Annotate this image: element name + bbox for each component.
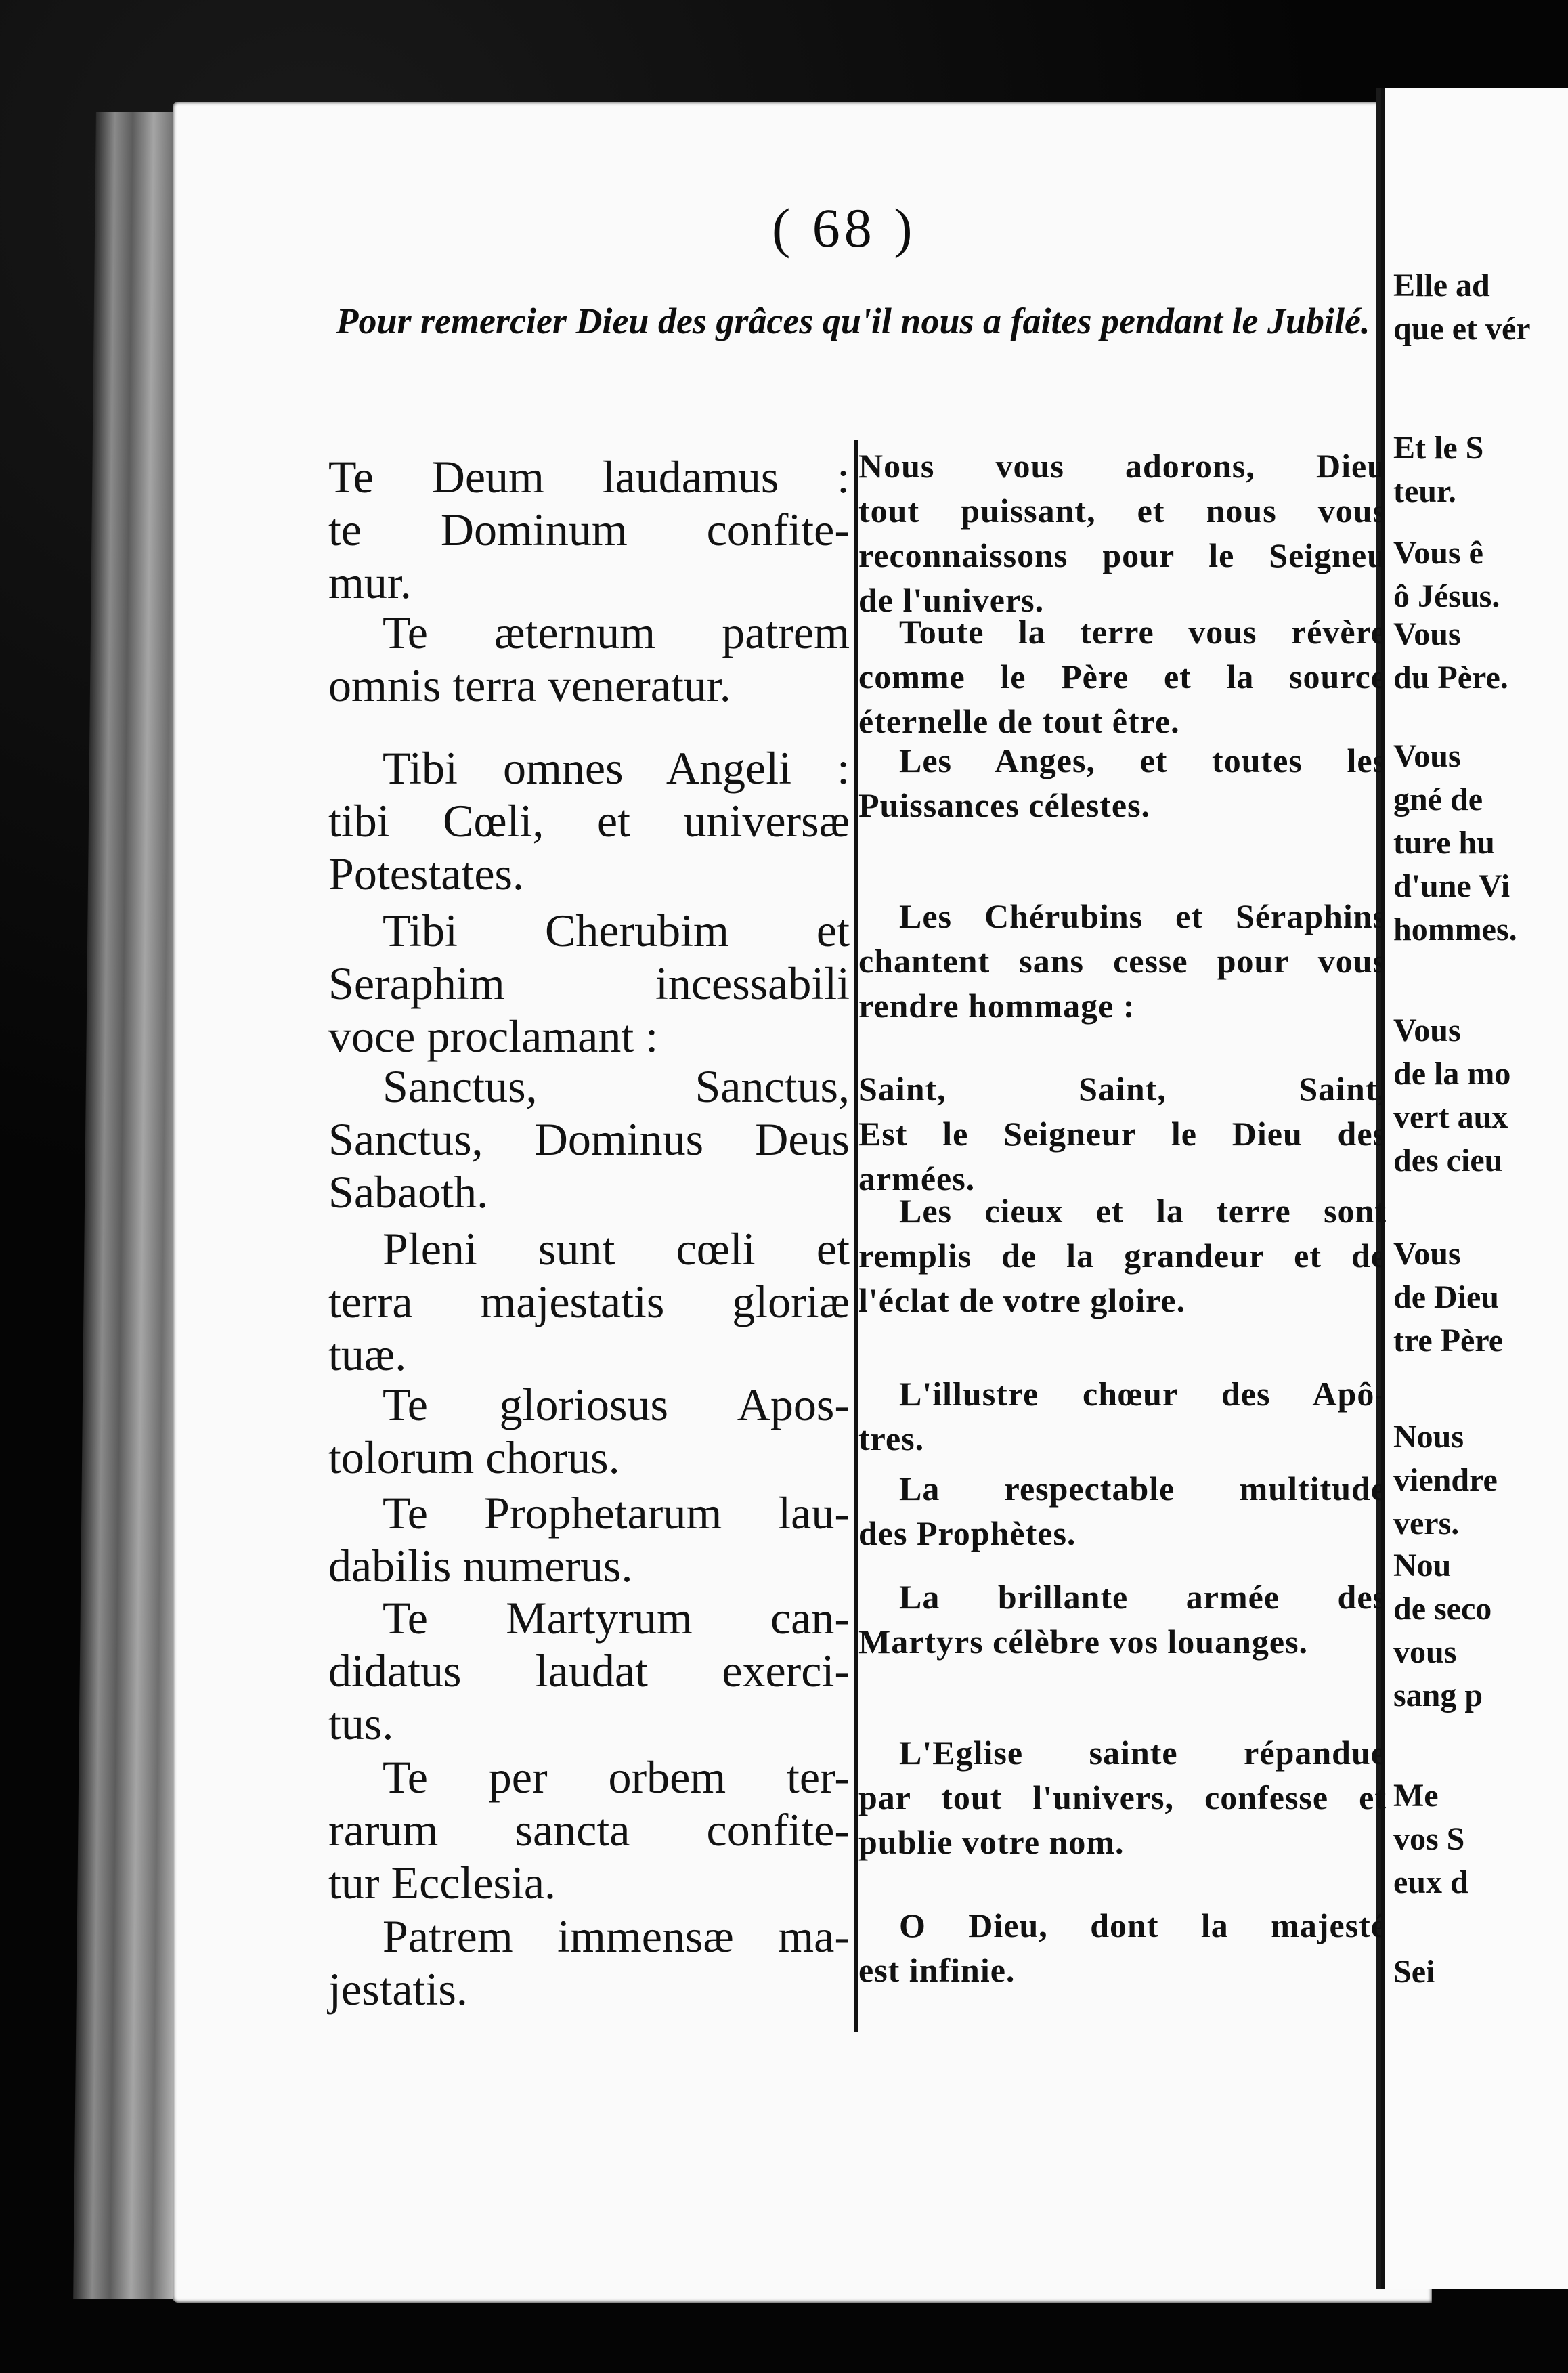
latin-paragraph bbox=[328, 1487, 850, 1592]
french-line: O Dieu, dont la majesté bbox=[899, 1906, 1387, 1944]
latin-line: voce proclamant : bbox=[328, 1010, 659, 1062]
latin-line: tus. bbox=[328, 1698, 394, 1749]
page-number: ( 68 ) bbox=[772, 197, 917, 259]
french-line: L'illustre chœur des Apô- bbox=[899, 1375, 1387, 1413]
french-line: des Prophètes. bbox=[858, 1514, 1076, 1552]
next-page-line: que et vér bbox=[1393, 311, 1531, 347]
french-line: est infinie. bbox=[858, 1951, 1016, 1989]
latin-line: Potestates. bbox=[328, 848, 524, 899]
latin-line: Te Deum laudamus : bbox=[328, 451, 850, 503]
latin-paragraph bbox=[328, 742, 850, 900]
next-page-line: Vous bbox=[1393, 1236, 1461, 1272]
next-page-line: teur. bbox=[1393, 473, 1456, 509]
french-line: comme le Père et la source bbox=[858, 658, 1387, 696]
french-line: publie votre nom. bbox=[858, 1823, 1125, 1861]
french-paragraph bbox=[858, 894, 1387, 1028]
french-line: remplis de la grandeur et de bbox=[858, 1237, 1387, 1275]
next-page-line: Vous bbox=[1393, 616, 1461, 652]
french-paragraph bbox=[858, 1466, 1387, 1556]
next-page-line: Nou bbox=[1393, 1547, 1452, 1583]
french-line: Les Chérubins et Séraphins bbox=[899, 897, 1387, 935]
french-paragraph bbox=[858, 1067, 1387, 1201]
latin-line: rarum sancta confite- bbox=[328, 1804, 850, 1856]
latin-line: Te Prophetarum lau- bbox=[383, 1487, 850, 1539]
latin-line: jestatis. bbox=[328, 1963, 468, 2015]
latin-line: dabilis numerus. bbox=[328, 1540, 633, 1591]
french-line: Saint, Saint, Saint, bbox=[858, 1070, 1387, 1108]
latin-line: Tibi omnes Angeli : bbox=[383, 742, 850, 794]
next-page-line: du Père. bbox=[1393, 660, 1508, 696]
latin-line: Te per orbem ter- bbox=[383, 1751, 850, 1803]
next-page-line: vers. bbox=[1393, 1505, 1460, 1541]
french-paragraph bbox=[858, 1730, 1387, 1864]
next-page-line: Et le S bbox=[1393, 430, 1484, 466]
next-page-line: vert aux bbox=[1393, 1099, 1508, 1135]
french-line: par tout l'univers, confesse et bbox=[858, 1778, 1387, 1816]
next-page-line: de seco bbox=[1393, 1591, 1492, 1627]
french-line: Toute la terre vous révère bbox=[899, 613, 1387, 651]
latin-line: Sabaoth. bbox=[328, 1166, 489, 1218]
next-page-line: gné de bbox=[1393, 782, 1483, 817]
next-page-line: Vous bbox=[1393, 1012, 1461, 1048]
next-page-paragraph bbox=[1393, 427, 1483, 513]
next-page-line: sang p bbox=[1393, 1677, 1483, 1713]
french-paragraph bbox=[858, 610, 1387, 744]
next-page-line: hommes. bbox=[1393, 912, 1517, 947]
next-page-line: eux d bbox=[1393, 1864, 1468, 1900]
french-line: Puissances célestes. bbox=[858, 786, 1151, 824]
latin-line: didatus laudat exerci- bbox=[328, 1645, 850, 1696]
next-page-paragraph bbox=[1393, 532, 1500, 618]
next-page-line: des cieu bbox=[1393, 1142, 1503, 1178]
french-line: l'éclat de votre gloire. bbox=[858, 1281, 1186, 1319]
next-page-line: de Dieu bbox=[1393, 1279, 1499, 1315]
next-page-line: Me bbox=[1393, 1778, 1439, 1814]
next-page-line: vos S bbox=[1393, 1821, 1465, 1857]
next-page-paragraph bbox=[1393, 1774, 1468, 1904]
french-line: chantent sans cesse pour vous bbox=[858, 942, 1387, 980]
french-paragraph bbox=[858, 1371, 1387, 1461]
latin-line: tuæ. bbox=[328, 1329, 407, 1380]
next-page-line: Vous ê bbox=[1393, 535, 1483, 571]
section-heading: Pour remercier Dieu des grâces qu'il nous a faites pendant le Jubilé. bbox=[336, 301, 1370, 341]
french-line: Les Anges, et toutes les bbox=[899, 742, 1387, 779]
next-page-paragraph bbox=[1393, 1950, 1435, 1994]
latin-paragraph bbox=[328, 904, 850, 1063]
next-page-line: de la mo bbox=[1393, 1056, 1511, 1092]
next-page-line: Elle ad bbox=[1393, 268, 1490, 303]
next-page-paragraph bbox=[1393, 1009, 1510, 1182]
latin-line: Pleni sunt cœli et bbox=[383, 1223, 850, 1275]
latin-line: tur Ecclesia. bbox=[328, 1857, 557, 1908]
french-line: éternelle de tout être. bbox=[858, 702, 1180, 740]
next-page-line: ô Jésus. bbox=[1393, 578, 1500, 614]
french-line: Nous vous adorons, Dieu bbox=[858, 447, 1387, 485]
french-line: tres. bbox=[858, 1419, 925, 1457]
latin-paragraph bbox=[328, 1222, 850, 1381]
latin-line: Te Martyrum can- bbox=[383, 1592, 850, 1644]
french-line: armées. bbox=[858, 1159, 976, 1197]
latin-line: tolorum chorus. bbox=[328, 1432, 620, 1483]
latin-paragraph bbox=[328, 1751, 850, 1909]
next-page-line: Vous bbox=[1393, 738, 1461, 774]
french-paragraph bbox=[858, 738, 1387, 828]
french-line: La brillante armée des bbox=[899, 1578, 1387, 1616]
latin-paragraph bbox=[328, 1910, 850, 2015]
french-line: L'Eglise sainte répandue bbox=[899, 1734, 1387, 1772]
french-line: tout puissant, et nous vous bbox=[858, 492, 1387, 530]
latin-line: Sanctus, Sanctus, bbox=[383, 1061, 850, 1112]
latin-line: mur. bbox=[328, 557, 412, 608]
next-page-line: Sei bbox=[1393, 1954, 1435, 1990]
next-page-line: d'une Vi bbox=[1393, 868, 1510, 904]
next-page-paragraph bbox=[1393, 1233, 1503, 1363]
next-page-paragraph bbox=[1393, 264, 1531, 351]
next-page-line: vous bbox=[1393, 1634, 1457, 1670]
next-page-paragraph bbox=[1393, 1544, 1491, 1717]
next-page-paragraph bbox=[1393, 735, 1517, 952]
latin-line: Te gloriosus Apos- bbox=[383, 1379, 850, 1430]
french-line: reconnaissons pour le Seigneu bbox=[858, 536, 1387, 574]
latin-line: omnis terra veneratur. bbox=[328, 660, 731, 711]
latin-line: Patrem immensæ ma- bbox=[383, 1910, 850, 1962]
latin-line: Te æternum patrem bbox=[383, 607, 850, 658]
next-page-line: viendre bbox=[1393, 1462, 1498, 1498]
latin-paragraph bbox=[328, 606, 850, 712]
french-paragraph bbox=[858, 444, 1387, 622]
column-divider bbox=[854, 440, 858, 2032]
latin-line: te Dominum confite- bbox=[328, 504, 850, 555]
latin-paragraph bbox=[328, 1378, 850, 1484]
french-paragraph bbox=[858, 1903, 1387, 1992]
next-page-line: ture hu bbox=[1393, 825, 1495, 861]
latin-line: tibi Cœli, et universæ bbox=[328, 795, 850, 847]
french-line: Les cieux et la terre sont bbox=[899, 1192, 1387, 1230]
next-page-line: tre Père bbox=[1393, 1323, 1504, 1359]
latin-line: Sanctus, Dominus Deus bbox=[328, 1113, 850, 1165]
french-paragraph bbox=[858, 1189, 1387, 1323]
next-page-paragraph bbox=[1393, 613, 1508, 700]
latin-line: terra majestatis gloriæ bbox=[328, 1276, 850, 1327]
latin-paragraph bbox=[328, 450, 850, 609]
next-page-line: Nous bbox=[1393, 1419, 1464, 1455]
latin-paragraph bbox=[328, 1060, 850, 1218]
french-line: La respectable multitude bbox=[899, 1470, 1387, 1508]
french-paragraph bbox=[858, 1575, 1387, 1664]
french-line: Est le Seigneur le Dieu des bbox=[858, 1115, 1387, 1153]
latin-paragraph bbox=[328, 1591, 850, 1750]
latin-line: Tibi Cherubim et bbox=[383, 905, 850, 956]
french-line: rendre hommage : bbox=[858, 987, 1135, 1025]
latin-line: Seraphim incessabili bbox=[328, 958, 850, 1009]
french-line: Martyrs célèbre vos louanges. bbox=[858, 1623, 1309, 1661]
french-line: de l'univers. bbox=[858, 581, 1045, 619]
next-page-paragraph bbox=[1393, 1415, 1498, 1545]
